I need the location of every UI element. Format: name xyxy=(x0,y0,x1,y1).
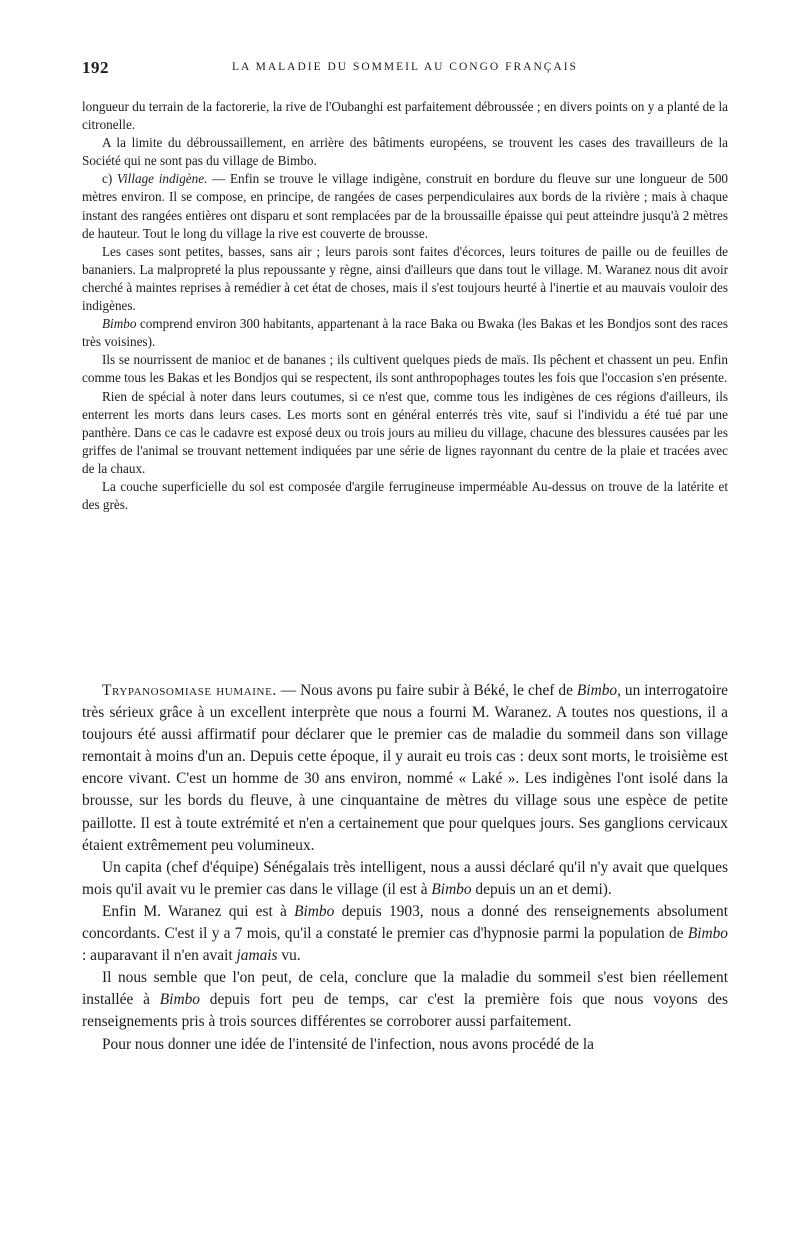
dash: — xyxy=(207,171,230,187)
paragraph-text: Il nous semble que l'on peut, de cela, conclure que la maladie du sommeil s'est bien réellement installée à xyxy=(82,969,728,1009)
paragraph-text: La couche superficielle du sol est composée d'argile ferrugineuse imperméable Au-dessus on trouve de la latérite et des grès. xyxy=(82,478,728,513)
small-print-section xyxy=(82,98,728,514)
list-label: c) xyxy=(102,171,113,187)
paragraph xyxy=(82,351,728,387)
italic-term: Bimbo xyxy=(102,316,137,332)
paragraph-text: A la limite du débroussaillement, en arrière des bâtiments européens, se trouvent les cases des travailleurs de la Société qui ne sont pas du village de Bimbo. xyxy=(82,135,728,169)
main-text-section xyxy=(82,680,728,1056)
italic-term: Bimbo xyxy=(576,682,618,699)
paragraph xyxy=(82,857,728,901)
italic-term: Bimbo xyxy=(431,880,472,898)
paragraph-text: depuis 1903, nous a donné des renseignements absolument concordants. C'est il y a 7 mois, qu'il a constaté le premier cas d'hypnosie parmi la population de xyxy=(82,902,728,943)
paragraph xyxy=(82,1034,728,1056)
italic-term: Bimbo xyxy=(687,925,728,943)
paragraph-text: Nous avons pu faire subir à Béké, le chef de xyxy=(300,682,577,699)
paragraph xyxy=(82,134,728,170)
page-number: 192 xyxy=(82,58,109,77)
running-header xyxy=(82,58,728,80)
dash: — xyxy=(276,682,301,699)
paragraph-text: Les cases sont petites, basses, sans air ; leurs parois sont faites d'écorces, leurs toitures de paille ou de feuilles de bananiers. La malpropreté la plus repoussante y règne, ainsi d'ailleurs que dans tout le village. M. Waranez nous dit avoir cherché à maintes reprises à remédier à cet état de choses, mais il s'est toujours heurté à l'inertie et au mauvais vouloir des indigènes. xyxy=(82,243,728,314)
running-title: LA MALADIE DU SOMMEIL AU CONGO FRANÇAIS xyxy=(232,61,578,73)
paragraph xyxy=(82,98,728,134)
paragraph-text: longueur du terrain de la factorerie, la rive de l'Oubanghi est parfaitement débroussée ; en divers points on y a planté de la citronelle. xyxy=(82,99,728,133)
paragraph xyxy=(82,478,728,514)
paragraph-text: depuis fort peu de temps, car c'est la première fois que nous voyons des renseignements pris à trois sources différentes se corroborer aussi parfaitement. xyxy=(82,991,728,1031)
paragraph xyxy=(82,170,728,242)
paragraph-text: Enfin M. Waranez qui est à xyxy=(102,902,295,920)
paragraph-text: depuis un an et demi). xyxy=(471,880,612,898)
paragraph xyxy=(82,388,728,478)
paragraph xyxy=(82,967,728,1033)
italic-term: Bimbo xyxy=(159,991,200,1009)
paragraph-text: : auparavant il n'en avait xyxy=(82,947,237,965)
paragraph-text: Rien de spécial à noter dans leurs coutumes, si ce n'est que, comme tous les indigènes de ces régions d'ailleurs, ils enterrent les morts dans leurs cases. Les morts sont en général enterrés très vite, sauf si l'individu a été tué par une panthère. Dans ce cas le cadavre est exposé deux ou trois jours au milieu du village, chacune des blessures causées par les griffes de l'animal se trouvant nettement indiquées par une série de lignes rayonnant du centre de la plaie et tracées avec de la chaux. xyxy=(82,388,728,476)
paragraph-text: comprend environ 300 habitants, appartenant à la race Baka ou Bwaka (les Bakas et les Bondjos sont des races très voisines). xyxy=(82,316,728,350)
italic-term: Bimbo xyxy=(294,902,335,920)
paragraph-text: , un interrogatoire très sérieux grâce à un excellent interprète que nous a fourni M. Waranez. A toutes nos questions, il a toujours été aussi affirmatif pour déclarer que le premier cas de maladie du sommeil dans son village remontait à moins d'un an. Depuis cette époque, il y aurait eu trois cas : deux sont morts, le troisième est encore vivant. C'est un homme de 30 ans environ, nommé « Laké ». Les indigènes l'ont isolé dans la brousse, sur les bords du fleuve, à une cinquantaine de mètres du village sous une espèce de petite paillotte. Il est à toute extrémité et n'en a certainement que pour quelques jours. Ses ganglions cervicaux étaient extrêmement peu volumineux. xyxy=(82,682,728,854)
paragraph xyxy=(82,315,728,351)
paragraph-text: Ils se nourrissent de manioc et de bananes ; ils cultivent quelques pieds de maïs. Ils pêchent et chassent un peu. Enfin comme tous les Bakas et les Bondjos qui se respectent, ils sont anthropophages toutes les fois que l'occasion s'en présente. xyxy=(82,352,728,386)
italic-term: jamais xyxy=(236,947,278,965)
paragraph xyxy=(82,243,728,315)
section-subheading: Village indigène. xyxy=(116,171,208,187)
section-heading: Trypanosomiase humaine. xyxy=(102,682,277,699)
paragraph-text: vu. xyxy=(277,947,301,965)
paragraph-text: Un capita (chef d'équipe) Sénégalais très intelligent, nous a aussi déclaré qu'il n'y avait que quelques mois qu'il avait vu le premier cas dans le village (il est à xyxy=(82,858,728,898)
paragraph-text: Enfin se trouve le village indigène, construit en bordure du fleuve sur une longueur de 500 mètres environ. Il se compose, en principe, de rangées de cases perpendiculaires aux bords de la rivière ; mais à chaque instant des rangées entières ont disparu et sont remplacées par de la broussaille épaisse qui peut atteindre jusqu'à 2 mètres de hauteur. Tout le long du village la rive est couverte de brousse. xyxy=(82,171,729,241)
paragraph xyxy=(82,680,728,857)
paragraph xyxy=(82,901,728,967)
paragraph-text: Pour nous donner une idée de l'intensité de l'infection, nous avons procédé de la xyxy=(102,1035,594,1053)
